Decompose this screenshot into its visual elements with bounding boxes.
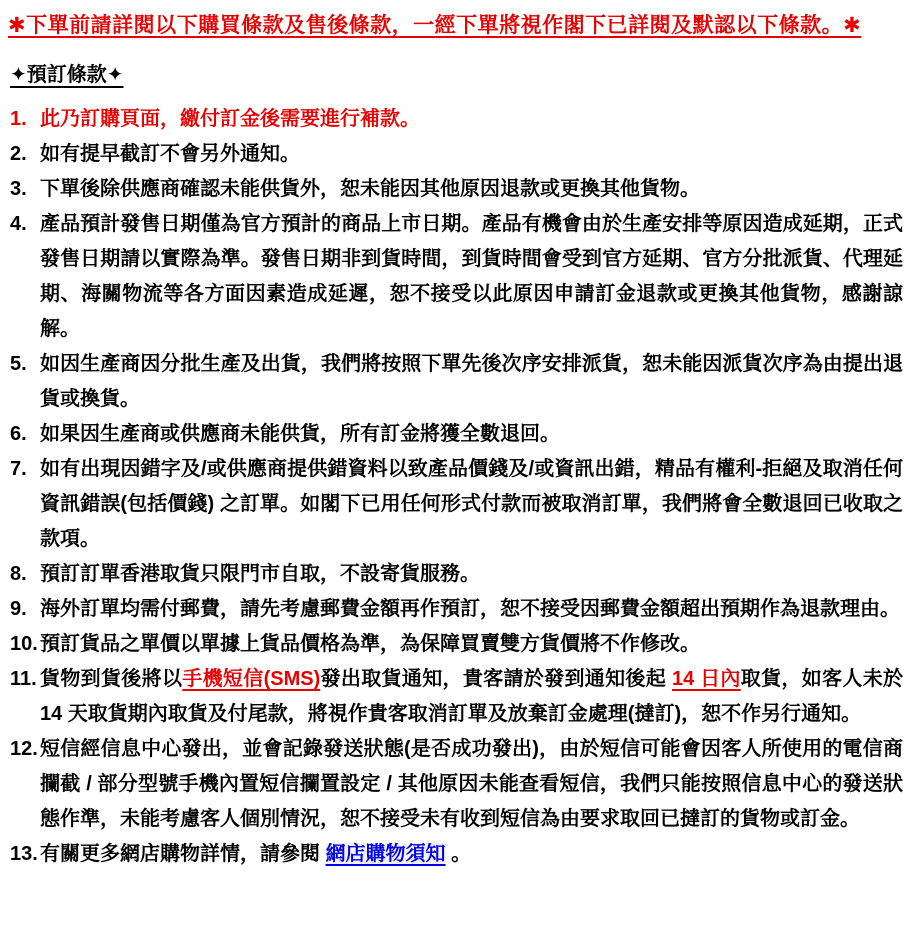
term-number: 9. — [10, 598, 27, 620]
term-text — [40, 172, 905, 207]
term-text — [40, 137, 905, 172]
term-item — [8, 207, 905, 347]
term-item — [8, 452, 905, 557]
term-text — [40, 207, 905, 347]
term-number: 12. — [10, 738, 38, 760]
term-item — [8, 347, 905, 417]
pre-order-warning-banner: ✱下單前請詳閱以下購買條款及售後條款，一經下單將視作閣下已詳閱及默認以下條款。✱ — [8, 14, 862, 37]
term-text — [40, 662, 905, 732]
term-text-segment: 下單後除供應商確認未能供貨外，恕未能因其他原因退款或更換其他貨物。 — [40, 178, 700, 200]
term-text — [40, 837, 905, 872]
section-title-row — [8, 40, 905, 88]
term-text-segment: 貨物到貨後將以 — [40, 668, 183, 690]
pre-order-terms-title: ✦預訂條款✦ — [10, 64, 124, 86]
term-number: 3. — [10, 178, 27, 200]
term-text-segment: 。 — [445, 843, 472, 865]
term-number: 5. — [10, 353, 27, 375]
term-text-segment: 預訂貨品之單價以單據上貨品價格為準，為保障買賣雙方貨價將不作修改。 — [40, 633, 700, 655]
term-text-segment: 有關更多網店購物詳情，請參閱 — [40, 843, 326, 865]
term-item — [8, 172, 905, 207]
term-text-segment: 如有提早截訂不會另外通知。 — [40, 143, 300, 165]
term-number: 13. — [10, 843, 38, 865]
term-number: 10. — [10, 633, 38, 655]
term-text-segment: 海外訂單均需付郵費，請先考慮郵費金額再作預訂，恕不接受因郵費金額超出預期作為退款理由。 — [40, 598, 900, 620]
term-item — [8, 417, 905, 452]
sms-notice-emphasis: 手機短信(SMS) — [182, 668, 321, 690]
term-number: 11. — [10, 668, 37, 690]
term-text — [40, 732, 905, 837]
term-item — [8, 137, 905, 172]
term-number: 2. — [10, 143, 27, 165]
term-text-segment: 產品預計發售日期僅為官方預計的商品上市日期。產品有機會由於生產安排等原因造成延期，正式發售日期請以實際為準。發售日期非到貨時間，到貨時間會受到官方延期、官方分批派貨、代理延期、海關物流等各方面因素造成延遲，恕不接受以此原因申請訂金退款或更換其他貨物，感謝諒解。 — [40, 213, 903, 340]
term-item — [8, 732, 905, 837]
term-item — [8, 592, 905, 627]
term-text-segment: 發出取貨通知，貴客請於發到通知後起 — [320, 668, 672, 690]
term-number: 7. — [10, 458, 27, 480]
term-item — [8, 102, 905, 137]
term-text-segment: 如有出現因錯字及/或供應商提供錯資料以致產品價錢及/或資訊出錯，精品有權利-拒絕及取消任何資訊錯誤(包括價錢) 之訂單。如閣下已用任何形式付款而被取消訂單，我們將會全數退回已收取之款項。 — [40, 458, 903, 550]
term-text — [40, 592, 905, 627]
term-text-segment: 如果因生產商或供應商未能供貨，所有訂金將獲全數退回。 — [40, 423, 560, 445]
term-text-segment: 如因生產商因分批生產及出貨，我們將按照下單先後次序安排派貨，恕未能因派貨次序為由提出退貨或換貨。 — [40, 353, 903, 410]
term-item — [8, 627, 905, 662]
term-number: 4. — [10, 213, 27, 235]
term-number: 6. — [10, 423, 27, 445]
terms-list — [8, 102, 905, 872]
term-item — [8, 662, 905, 732]
term-text-segment: 短信經信息中心發出，並會記錄發送狀態(是否成功發出)，由於短信可能會因客人所使用的電信商攔截 / 部分型號手機內置短信攔置設定 / 其他原因未能查看短信，我們只能按照信息中心的發送狀態作準，未能考慮客人個別情況，恕不接受未有收到短信為由要求取回已撻訂的貨物或訂金。 — [40, 738, 903, 830]
term-item — [8, 837, 905, 872]
term-text-segment: 此乃訂購頁面，繳付訂金後需要進行補款。 — [40, 108, 420, 130]
term-text-segment: 預訂訂單香港取貨只限門市自取，不設寄貨服務。 — [40, 563, 480, 585]
term-number: 8. — [10, 563, 27, 585]
term-text — [40, 627, 905, 662]
term-text — [40, 417, 905, 452]
shop-guide-link[interactable]: 網店購物須知 — [325, 843, 446, 865]
term-text — [40, 102, 905, 137]
term-text — [40, 347, 905, 417]
pickup-deadline-emphasis: 14 日內 — [671, 668, 741, 690]
term-text — [40, 452, 905, 557]
term-number: 1. — [10, 108, 27, 130]
term-text — [40, 557, 905, 592]
term-item — [8, 557, 905, 592]
term-text-segment: 取貨，如客人未於 14 天取貨期內取貨及付尾款，將視作貴客取消訂單及放棄訂金處理(撻訂)，恕不作另行通知。 — [40, 668, 904, 725]
